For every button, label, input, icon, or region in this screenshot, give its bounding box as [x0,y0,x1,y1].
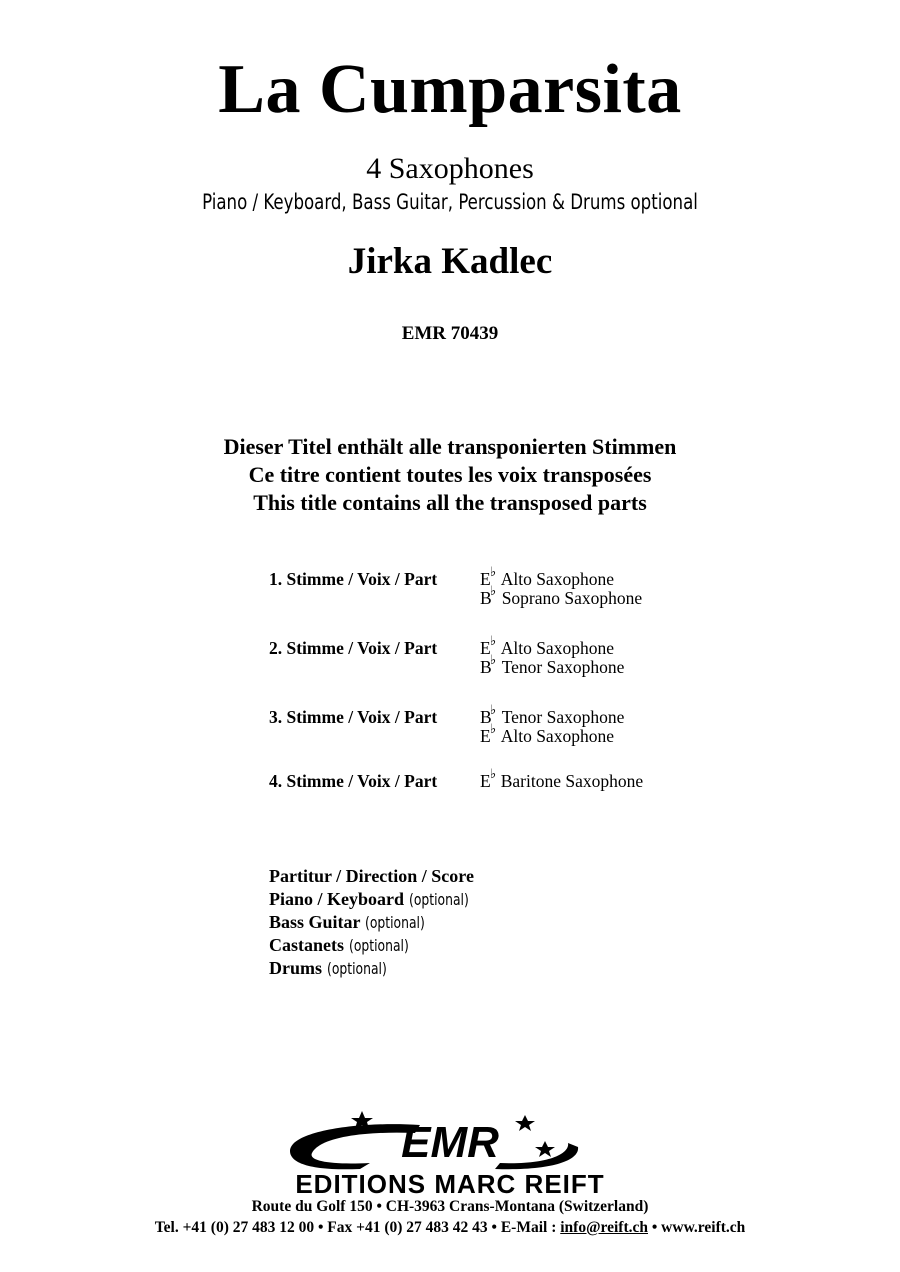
extra-item: Partitur / Direction / Score [269,866,474,886]
flat-icon: ♭ [490,767,497,782]
flat-icon: ♭ [490,634,497,649]
flat-icon: ♭ [490,653,497,668]
flat-icon: ♭ [490,722,497,737]
instrument-name: Tenor Saxophone [501,707,625,727]
extra-item: Piano / Keyboard (optional) [269,889,469,909]
key-note: B ♭ [480,584,497,608]
document-subtitle: 4 Saxophones [366,152,534,185]
extra-item: Castanets (optional) [269,935,409,955]
key-note: E ♭ [480,634,497,658]
part-label: 2. Stimme / Voix / Part [269,638,438,658]
part-instrument [480,565,614,589]
notice-english: This title contains all the transposed parts [253,490,647,515]
composer-name: Jirka Kadlec [347,241,553,282]
instrument-name: Tenor Saxophone [501,657,625,677]
notice-german: Dieser Titel enthält alle transponierten Stimmen [223,434,677,459]
key-note: E ♭ [480,565,497,589]
key-note: E ♭ [480,722,497,746]
instrument-name: Alto Saxophone [500,726,614,746]
key-note: B ♭ [480,653,497,677]
part-label: 1. Stimme / Voix / Part [269,569,438,589]
document-title: La Cumparsita [218,51,682,128]
logo-text: EMR [401,1118,499,1167]
flat-icon: ♭ [490,703,497,718]
publisher-address: Route du Golf 150 • CH-3963 Crans-Montana (Switzerland) [251,1198,649,1215]
emr-logo [250,1103,650,1173]
notice-french: Ce titre contient toutes les voix transposées [248,462,652,487]
instrument-name: Alto Saxophone [500,638,614,658]
publisher-contact: Tel. +41 (0) 27 483 12 00 • Fax +41 (0) 27 483 42 43 • E-Mail : info@reift.ch • www.reift.ch [154,1219,746,1236]
instrument-name: Soprano Saxophone [501,588,643,608]
key-note: B ♭ [480,703,497,727]
extra-item: Drums (optional) [269,958,387,978]
flat-icon: ♭ [490,584,497,599]
email-link[interactable]: info@reift.ch [560,1219,648,1236]
part-instrument [480,722,614,746]
part-instrument [480,584,643,608]
instrumentation-line: Piano / Keyboard, Bass Guitar, Percussion & Drums optional [202,190,698,214]
extras-list [269,865,478,980]
instrument-name: Alto Saxophone [500,569,614,589]
key-note: E ♭ [480,767,497,791]
publisher-name: EDITIONS MARC REIFT [295,1169,605,1199]
flat-icon: ♭ [490,565,497,580]
extra-item: Bass Guitar (optional) [269,912,425,932]
instrument-name: Baritone Saxophone [500,771,644,791]
star-icon [515,1115,535,1131]
catalog-number: EMR 70439 [401,323,499,344]
part-instrument [480,653,625,677]
star-icon [535,1141,555,1157]
part-label: 3. Stimme / Voix / Part [269,707,438,727]
part-label: 4. Stimme / Voix / Part [269,771,438,791]
part-instrument [480,634,614,658]
part-instrument [480,703,625,727]
part-instrument [480,767,644,791]
